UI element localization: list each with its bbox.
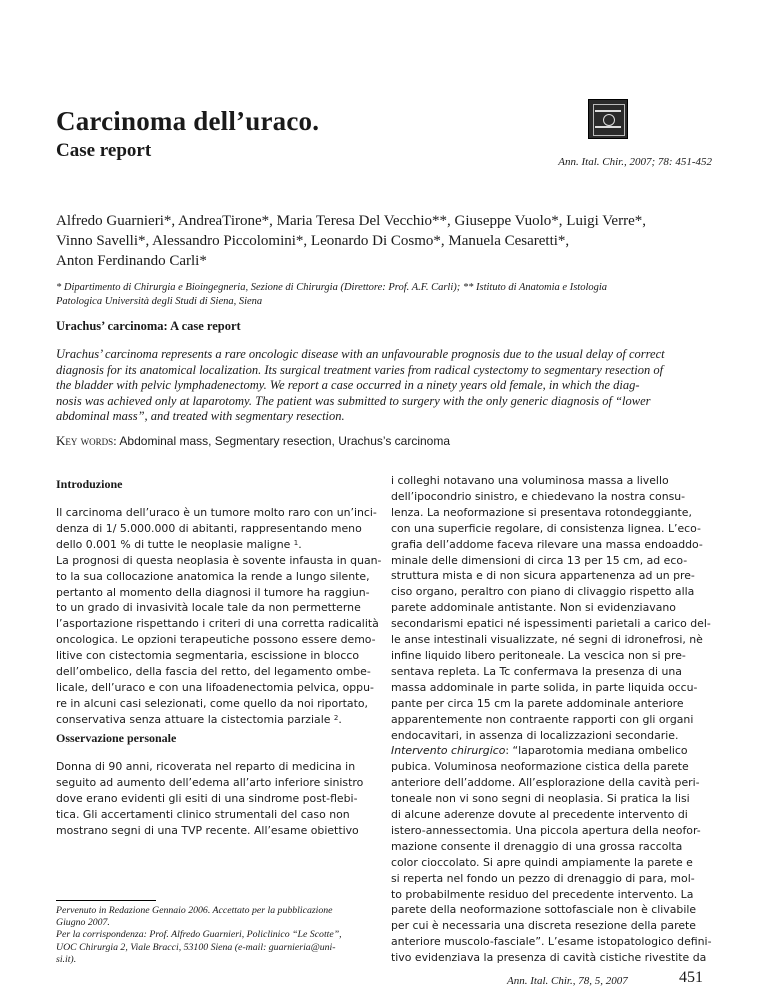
journal-reference: Ann. Ital. Chir., 2007; 78: 451-452 [558,156,712,168]
text-line: infine liquido libero peritoneale. La vescica non si pre- [391,648,686,662]
text-line [56,537,381,553]
author-line: Alfredo Guarnieri*, AndreaTirone*, Maria Teresa Del Vecchio**, Giuseppe Vuolo*, Luigi Verre*, [56,213,646,229]
text-dot: . [298,537,302,551]
article-subtitle: Case report [56,140,152,161]
text-line: to probabilmente residuo del precedente intervento. La [391,887,694,901]
affiliation-line: Patologica Università degli Studi di Siena, Siena [56,296,263,307]
text-line: anteriore muscolo-fasciale”. L’esame istopatologico defini- [391,935,712,949]
text-line: apparentemente non contraente rapporti con gli organi [391,712,694,726]
text-line: per cui è necessaria una discreta resezione della parete [391,919,697,933]
footer-journal-reference: Ann. Ital. Chir., 78, 5, 2007 [507,975,628,987]
keywords [56,433,450,449]
text-line: grafia dell’addome faceva rilevare una massa endoaddo- [391,537,703,551]
page-number: 451 [679,969,703,986]
text-line: le anse intestinali visualizzate, né segni di idronefrosi, nè [391,633,703,647]
footnote-divider [56,900,156,901]
text-line: Donna di 90 anni, ricoverata nel reparto di medicina in [56,760,356,773]
text-line: i colleghi notavano una voluminosa massa a livello [391,474,669,487]
text-line: sentava repleta. La Tc confermava la presenza di una [391,664,682,678]
author-line: Anton Ferdinando Carli* [56,253,207,269]
footnote [56,905,342,966]
footnote-line: Pervenuto in Redazione Gennaio 2006. Accettato per la pubblicazione [56,905,333,916]
text-line: denza di 1/ 5.000.000 di abitanti, rappresentando meno [56,521,362,535]
text-line: pante per circa 15 cm la parete addominale anteriore [391,696,684,710]
abstract-line: nosis was achieved only at laparotomy. The patient was submitted to surgery with the only generic diagnosis of “lower [56,393,651,408]
article-title: Carcinoma dell’uraco. [56,106,320,136]
text-line-part: : “laparotomia mediana ombelico [505,744,688,758]
text-line: color cioccolato. Si apre quindi ampiamente la parete e [391,855,693,869]
english-title: Urachus’ carcinoma: A case report [56,319,241,333]
observation-body [56,759,363,839]
text-line: tivo evidenziava la presenza di cavità cistiche rivestite da [391,951,707,965]
text-line: re in alcuni casi selezionati, come quello da noi riportato, [56,696,369,710]
text-line: secondarismi epatici né ispessimenti parietali a carico del- [391,617,711,631]
text-line: tica. Gli accertamenti clinico strumentali del caso non [56,807,350,821]
abstract-line: abdominal mass”, and treated with segmentary resection. [56,409,345,423]
text-line: di alcune aderenze dovute al precedente intervento di [391,808,688,822]
author-list [56,211,716,271]
text-line: endocavitari, in assenza di localizzazioni secondarie. [391,728,679,742]
text-line [391,743,712,759]
footnote-line: Per la corrispondenza: Prof. Alfredo Guarnieri, Policlinico “Le Scotte”, [56,929,342,941]
keywords-text: Abdominal mass, Segmentary resection, Urachus’s carcinoma [119,434,451,448]
text-line: Il carcinoma dell’uraco è un tumore molto raro con un’inci- [56,506,377,519]
text-line: parete della neoformazione sottofasciale non è clivabile [391,903,697,917]
text-line: con una superficie regolare, di consistenza lignea. L’eco- [391,521,701,535]
text-line: mazione consente il drenaggio di una grossa raccolta [391,839,683,853]
text-line-part: conservativa senza attuare la cistectomia parziale [56,712,334,726]
affiliations [56,281,716,309]
text-line: oncologica. Le opzioni terapeutiche possono essere demo- [56,633,376,647]
keywords-label: Key words: [56,433,117,448]
text-line: to un grado di invasività locale tale da non permetterne [56,601,361,615]
journal-seal-logo [588,99,628,139]
text-dot: . [338,712,342,726]
text-line: La prognosi di questa neoplasia è sovente infausta in quan- [56,553,382,567]
text-line: licale, dell’uraco e con una lifoadenectomia pelvica, oppu- [56,680,374,694]
subsection-label: Intervento chirurgico [391,744,506,758]
text-line: to la sua collocazione anatomica la rende a lungo silente, [56,569,370,583]
text-line: massa addominale in parte solida, in parte liquida occu- [391,680,698,694]
ref-number: 2 [333,713,339,722]
text-line: dell’ombelico, della fascia del retto, del legamento ombe- [56,665,371,679]
footnote-line: UOC Chirurgia 2, Viale Bracci, 53100 Siena (e-mail: guarnieria@uni- [56,941,336,953]
text-line: pertanto al momento della diagnosi il tumore ha raggiun- [56,585,370,599]
author-line: Vinno Savelli*, Alessandro Piccolomini*, Leonardo Di Cosmo*, Manuela Cesaretti*, [56,233,570,249]
text-line: lenza. La neoformazione si presentava rotondeggiante, [391,505,692,519]
text-line: seguito ad aumento dell’edema all’arto inferiore sinistro [56,775,364,789]
text-line: minale delle dimensioni di circa 13 per 15 cm, ad eco- [391,553,688,567]
text-line: litive con cistectomia segmentaria, escissione in blocco [56,649,359,663]
text-line: dove erano evidenti gli esiti di una sindrome post-flebi- [56,791,358,805]
text-line: parete addominale antistante. Non si evidenziavano [391,601,676,615]
abstract-line: diagnosis for its anatomical localization. Its surgical treatment varies from radical cystectomy to segmentary resection of [56,362,664,377]
text-line [56,712,381,728]
footnote-line: si.it). [56,953,77,965]
text-line: pubica. Voluminosa neoformazione cistica della parete [391,760,689,774]
text-line: dell’ipocondrio sinistro, e chiedevano la nostra consu- [391,489,686,503]
text-line: si reperta nel fondo un pezzo di drenaggio di para, mol- [391,871,695,885]
text-line: l’asportazione rispettando i criteri di una corretta radicalità [56,617,379,631]
section-heading-observation: Osservazione personale [56,731,177,745]
text-line: istero-annessectomia. Una piccola apertura della neofor- [391,823,701,837]
footnote-line: Giugno 2007. [56,917,110,929]
abstract-line: Urachus’ carcinoma represents a rare oncologic disease with an unfavourable prognosis due to the usual delay of correct [56,347,665,361]
text-line: anteriore dell’addome. All’esplorazione della cavità peri- [391,776,700,790]
ref-number: 1 [293,538,299,547]
text-line: struttura mista e di non sicura appartenenza ad un pre- [391,569,695,583]
abstract-line: the bladder with pelvic lymphadenectomy. We report a case occurred in a ninety years old female, in which the diag- [56,378,640,392]
affiliation-line: * Dipartimento di Chirurgia e Bioingegneria, Sezione di Chirurgia (Direttore: Prof. A.F. Carli); ** Istituto di Anatomia e Istologia [56,282,608,293]
text-line: ciso organo, peraltro con piano di clivaggio rispetto alla [391,585,695,599]
abstract [56,347,716,425]
text-line: toneale non vi sono segni di neoplasia. Si pratica la lisi [391,792,690,806]
intro-body [56,505,381,728]
text-line-part: dello 0.001 % di tutte le neoplasie maligne [56,537,294,551]
right-column-body [391,473,712,966]
section-heading-intro: Introduzione [56,477,123,491]
text-line: mostrano segni di una TVP recente. All’esame obiettivo [56,823,359,837]
